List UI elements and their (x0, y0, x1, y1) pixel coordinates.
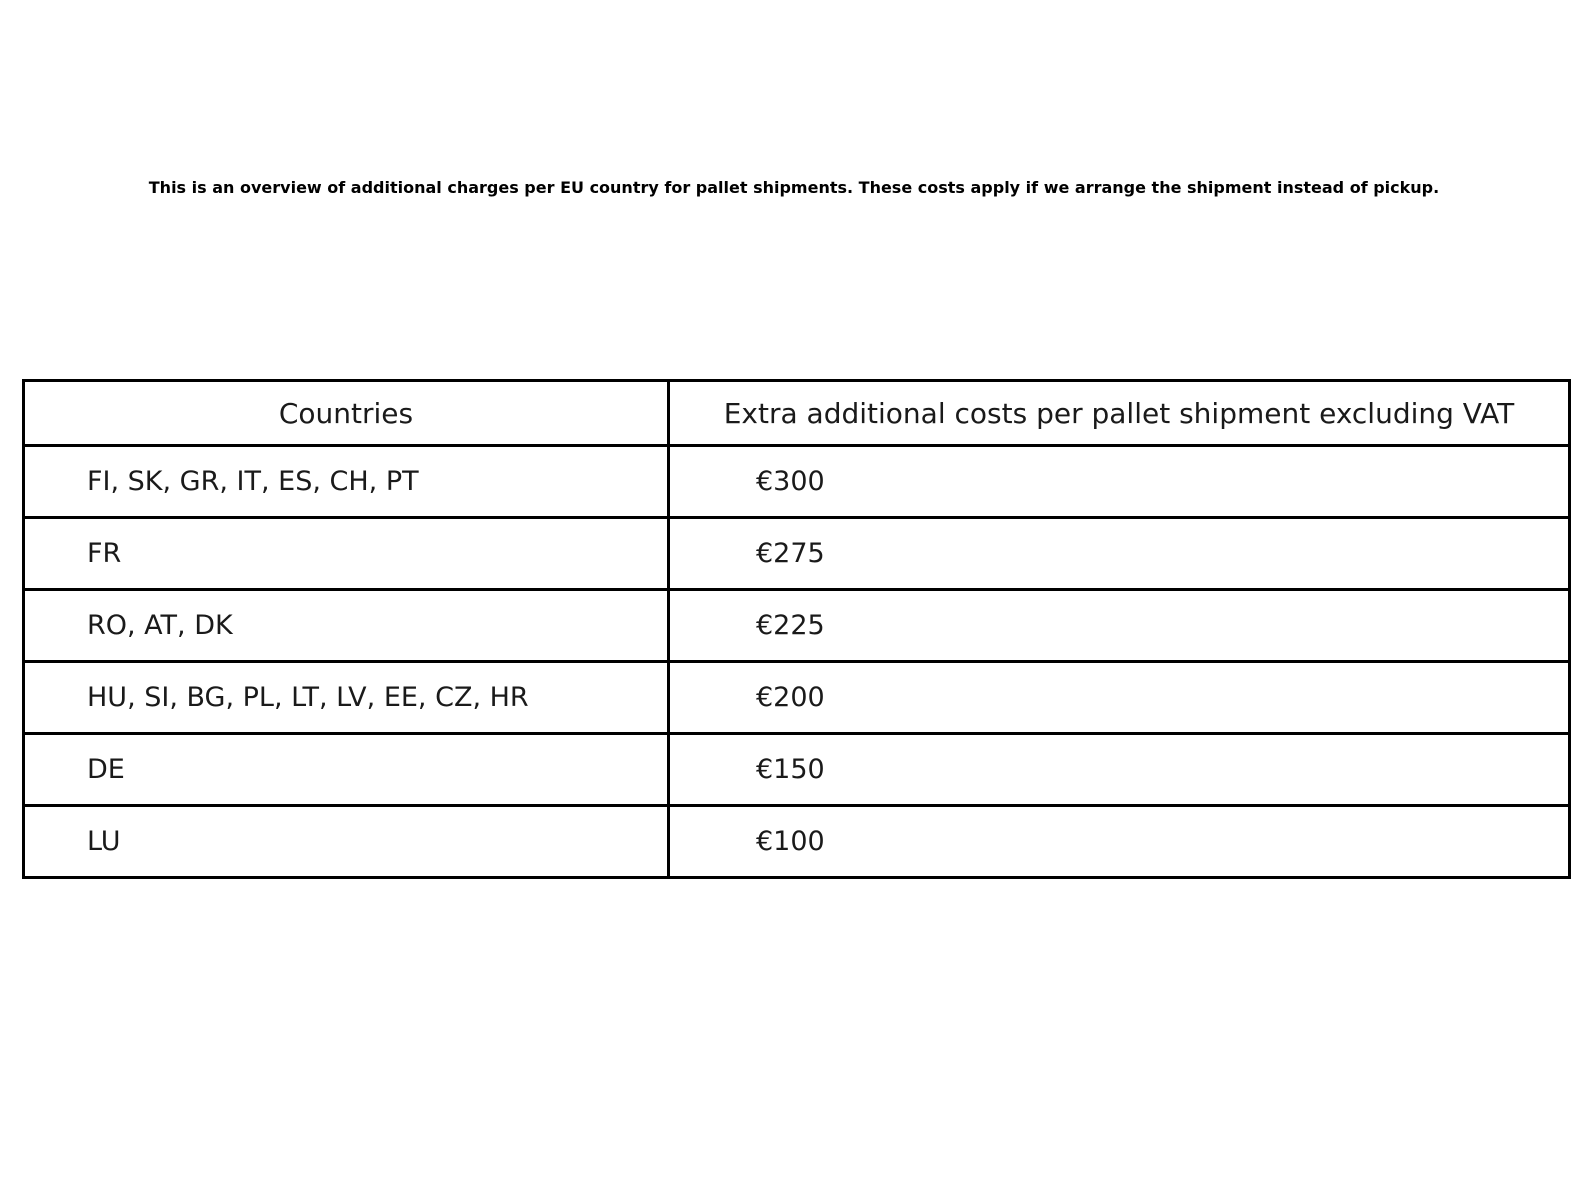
table-header-row (24, 381, 1570, 446)
charges-table (22, 379, 1571, 879)
header-countries: Countries (24, 381, 669, 446)
cost-cell: €300 (669, 446, 1570, 518)
countries-cell: LU (24, 806, 669, 878)
countries-cell: FI, SK, GR, IT, ES, CH, PT (24, 446, 669, 518)
table-row (24, 446, 1570, 518)
header-extra-costs: Extra additional costs per pallet shipment excluding VAT (669, 381, 1570, 446)
table-row (24, 734, 1570, 806)
cost-cell: €275 (669, 518, 1570, 590)
intro-text: This is an overview of additional charges per EU country for pallet shipments. These costs apply if we arrange the shipment instead of pickup. (148, 178, 1440, 197)
cost-cell: €150 (669, 734, 1570, 806)
cost-cell: €100 (669, 806, 1570, 878)
countries-cell: DE (24, 734, 669, 806)
table-row (24, 806, 1570, 878)
countries-cell: HU, SI, BG, PL, LT, LV, EE, CZ, HR (24, 662, 669, 734)
table-row (24, 590, 1570, 662)
cost-cell: €200 (669, 662, 1570, 734)
table-row (24, 518, 1570, 590)
countries-cell: RO, AT, DK (24, 590, 669, 662)
cost-cell: €225 (669, 590, 1570, 662)
table-row (24, 662, 1570, 734)
countries-cell: FR (24, 518, 669, 590)
